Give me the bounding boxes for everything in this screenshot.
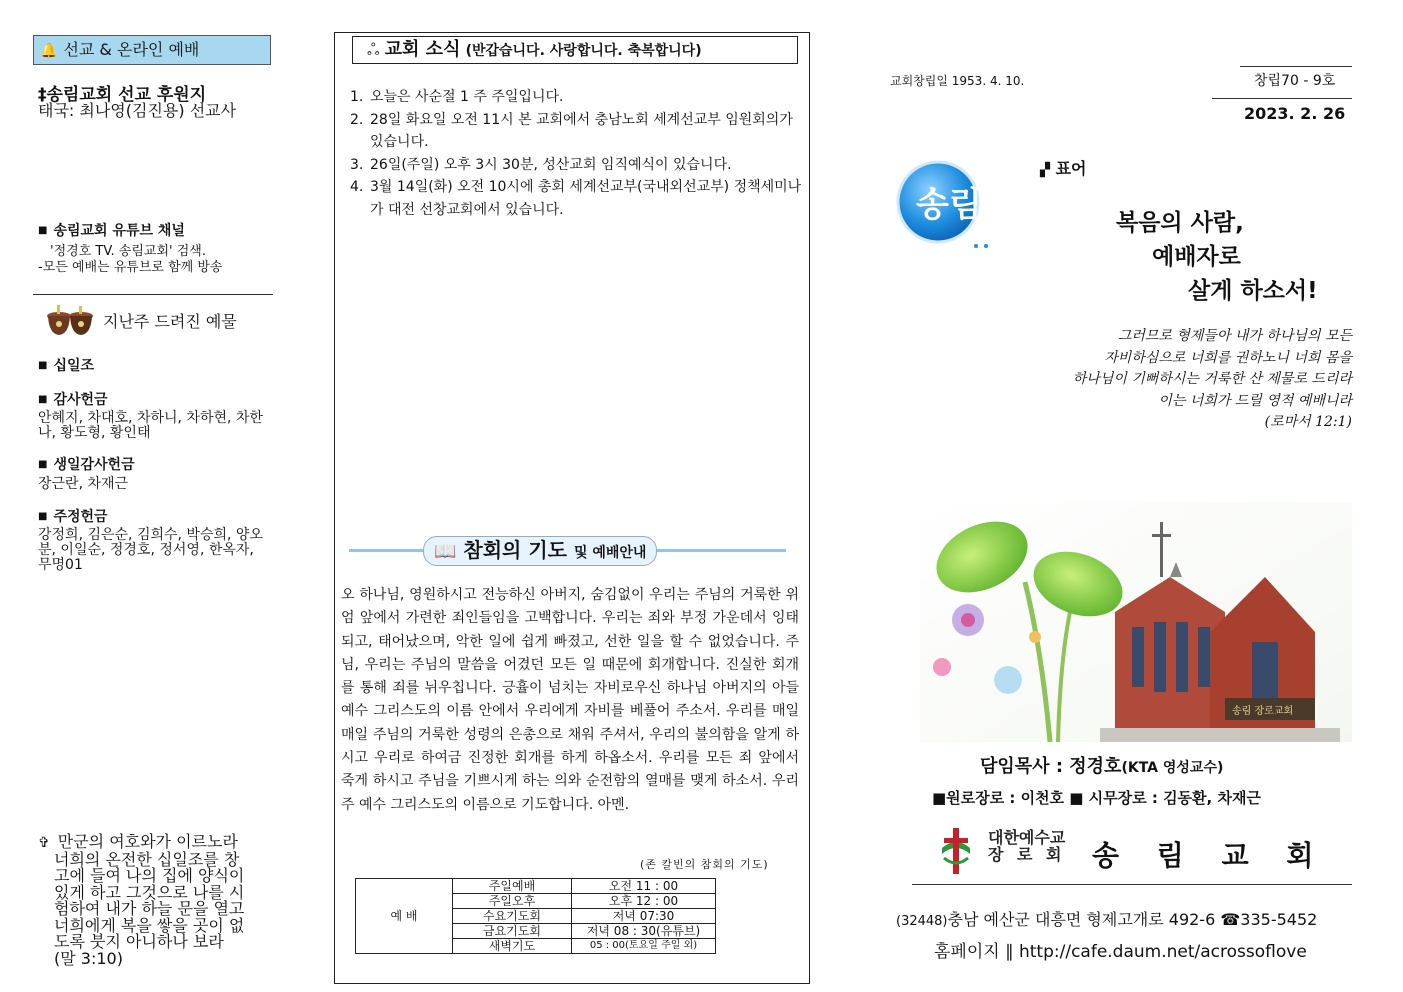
news-number: 1. <box>350 89 364 105</box>
cross-icon: ✞ <box>38 835 50 851</box>
news-list <box>350 86 808 221</box>
prayer-subtitle: 및 예배안내 <box>573 545 647 561</box>
divider <box>1240 66 1352 67</box>
verse-line: 너희의 온전한 십일조를 창 <box>54 849 240 869</box>
offering-section-weekly <box>38 506 268 573</box>
motto-label-text: 표어 <box>1055 159 1087 178</box>
pastor-note: (KTA 영성교수) <box>1121 760 1224 776</box>
motto-bullet-icon: ▞ <box>1040 163 1050 178</box>
motto-line: 복음의 사람, <box>1116 210 1244 236</box>
verse-line: 도록 붓지 아니하나 보라 <box>54 932 224 951</box>
verse-line: 자비하심으로 너희를 권하노니 너희 몸을 <box>1104 349 1352 366</box>
offering-names: 장근란, 차재근 <box>38 476 129 492</box>
service-name: 주일예배 <box>453 879 572 894</box>
prayer-header <box>423 536 657 566</box>
church-photo <box>920 502 1352 742</box>
verse-line: 험하여 내가 하늘 문을 열고 <box>54 899 245 918</box>
verse-text: 만군의 여호와가 이르노라 <box>57 832 238 851</box>
offering-type <box>38 389 268 409</box>
square-bullet-icon: ■ <box>38 360 48 371</box>
service-name: 주일오후 <box>453 894 572 909</box>
verse-line: 이는 너희가 드릴 영적 예배니라 <box>1158 392 1352 409</box>
divider <box>33 294 273 295</box>
founded-date: 교회창립일 1953. 4. 10. <box>890 74 1025 88</box>
church-name: 송 림 교 회 <box>1092 839 1328 872</box>
mission-header-label: 선교 & 온라인 예배 <box>63 40 200 59</box>
church-logo <box>896 158 1001 250</box>
verse-reference: (말 3:10) <box>54 948 123 968</box>
postal-code: (32448) <box>896 914 948 929</box>
denomination-line: 대한예수교 <box>988 828 1066 847</box>
offering-type <box>38 355 94 375</box>
divider <box>1212 98 1352 99</box>
verse-line <box>38 834 278 852</box>
news-title: 교회 소식 <box>384 39 461 60</box>
square-bullet-icon: ■ <box>38 459 48 470</box>
service-time: 오전 11 : 00 <box>572 879 716 894</box>
news-text: 3월 14일(화) 오전 10시에 총회 세계선교부(국내외선교부) 정책세미나가 대전 선창교회에서 있습니다. <box>370 179 802 218</box>
offering-type-label: 주정헌금 <box>53 509 108 525</box>
offering-section-thanks <box>38 389 268 441</box>
address-text: 충남 예산군 대흥면 형제고개로 492-6 ☎335-5452 <box>947 910 1318 929</box>
worship-label: 예 배 <box>356 879 453 954</box>
youtube-search-hint: '정경호 TV. 송림교회' 검색. <box>50 244 206 259</box>
youtube-title-label: 송림교회 유튜브 채널 <box>53 223 185 239</box>
verse-line: 있게 하고 그것으로 나를 시 <box>54 882 245 902</box>
bulletin-date: 2023. 2. 26 <box>1244 104 1346 123</box>
issue-number: 창립70 - 9호 <box>1254 73 1336 89</box>
homepage-link[interactable]: 홈페이지 ∥ http://cafe.daum.net/acrossoflove <box>934 942 1307 962</box>
service-time: 05 : 00(토요일 주일 외) <box>572 939 716 954</box>
malachi-verse <box>38 834 278 967</box>
motto-line: 예배자로 <box>1152 244 1241 270</box>
news-subtitle: (반갑습니다. 사랑합니다. 축복합니다) <box>465 43 702 59</box>
offering-section-tithe <box>38 355 94 375</box>
youtube-broadcast-note: -모든 예배는 유튜브로 함께 방송 <box>38 260 223 275</box>
scroll-ornament-icon: ஃ <box>367 40 380 59</box>
church-address <box>896 907 1317 930</box>
offering-names: 안혜지, 차대호, 차하니, 차하현, 차한나, 황도형, 황인태 <box>38 410 263 441</box>
offering-section-birthday <box>38 454 268 492</box>
offering-title: 지난주 드려진 예물 <box>103 312 237 331</box>
square-bullet-icon: ■ <box>38 511 48 522</box>
verse-reference: (로마서 12:1) <box>1264 414 1352 430</box>
news-text: 오늘은 사순절 1 주 주일입니다. <box>370 89 564 105</box>
offering-type <box>38 506 268 526</box>
verse-line: 하나님이 기뻐하시는 거룩한 산 제물로 드리라 <box>1072 371 1352 387</box>
elders: ■원로장로 : 이천호 ■ 시무장로 : 김동환, 차재근 <box>932 789 1261 807</box>
service-name: 새벽기도 <box>453 939 572 954</box>
divider <box>912 884 1352 885</box>
sponsor-title: ‡송림교회 선교 후원지 <box>38 85 207 105</box>
square-bullet-icon: ■ <box>38 225 48 236</box>
worship-schedule-table <box>355 878 716 954</box>
mission-online-header <box>33 35 271 65</box>
square-bullet-icon: ■ <box>38 394 48 405</box>
news-item <box>350 154 808 177</box>
service-time: 저녁 07:30 <box>572 909 716 924</box>
news-item <box>350 176 808 221</box>
news-header <box>352 36 798 64</box>
bell-icon: 🔔 <box>40 43 58 59</box>
pastor-label: 담임목사 : 정경호 <box>980 756 1122 777</box>
offering-names: 강정희, 김은순, 김희수, 박승희, 양오분, 이일순, 정경호, 정서영, 한옥자, 무명01 <box>38 527 263 573</box>
church-sign: 송림 장로교회 <box>1232 706 1294 717</box>
offering-pots-icon <box>45 302 95 338</box>
sponsor-missionary: 태국: 최나영(김진용) 선교사 <box>38 101 237 120</box>
service-name: 금요기도회 <box>453 924 572 939</box>
denomination-cross-icon <box>940 828 972 874</box>
table-row <box>356 879 716 894</box>
motto-line: 살게 하소서! <box>1188 278 1318 304</box>
logo-text: 송림 <box>916 185 982 225</box>
news-item <box>350 86 808 109</box>
news-text: 26일(주일) 오후 3시 30분, 성산교회 임직예식이 있습니다. <box>370 156 732 173</box>
verse-line: 고에 들여 나의 집에 양식이 <box>54 866 245 885</box>
youtube-title <box>38 220 185 240</box>
confession-prayer: 오 하나님, 영원하시고 전능하신 아버지, 숨김없이 우리는 주님의 거룩한 위엄 앞에서 가련한 죄인들임을 고백합니다. 우리는 죄와 부정 가운데서 잉태되고, 태어났으며, 악한 일에 쉽게 빠졌고, 선한 일을 할 수 없었습니다. 주님, 우리는 주님의 말씀을 어겼던 모든 일 때문에 회개합니다. 진실한 회개를 통해 죄를 뉘우칩니다. 긍휼이 넘치는 자비로우신 하나님 아버지의 아들 예수 그리스도의 이름 안에서 우리에게 자비를 베풀어 주소서. 우리를 매일매일 주님의 거룩한 성령의 은총으로 채워 주셔서, 우리의 불의함을 알게 하시고 우리로 하여금 진정한 회개를 하게 하옵소서. 우리를 모든 죄 앞에서 죽게 하시고 주님을 기쁘시게 하는 의와 순전함의 열매를 맺게 하소서. 우리 주 예수 그리스도의 이름으로 기도합니다. 아멘. <box>341 587 799 813</box>
news-item <box>350 109 808 154</box>
news-number: 2. <box>350 111 364 128</box>
news-text: 28일 화요일 오전 11시 본 교회에서 충남노회 세계선교부 임원회의가 있습니다. <box>370 111 793 150</box>
offering-type-label: 생일감사헌금 <box>53 457 135 473</box>
prayer-source: (존 칼빈의 참회의 기도) <box>640 858 769 871</box>
verse-line: 그러므로 형제들아 내가 하나님의 모든 <box>1117 328 1352 344</box>
denomination-line: 장 로 회 <box>988 845 1066 864</box>
service-time: 오후 12 : 00 <box>572 894 716 909</box>
offering-type <box>38 454 268 474</box>
prayer-title: 참회의 기도 <box>463 538 567 562</box>
service-time: 저녁 08 : 30(유튜브) <box>572 924 716 939</box>
service-name: 수요기도회 <box>453 909 572 924</box>
denomination-name <box>988 829 1066 863</box>
offering-type-label: 감사헌금 <box>53 392 108 408</box>
news-number: 3. <box>350 156 364 173</box>
news-number: 4. <box>350 179 364 195</box>
motto-label <box>1040 156 1087 179</box>
verse-line: 너희에게 복을 쌓을 곳이 없 <box>54 915 245 935</box>
offering-type-label: 십일조 <box>53 358 95 374</box>
romans-verse <box>1030 326 1352 434</box>
book-icon: 📖 <box>434 541 457 562</box>
senior-pastor <box>980 752 1223 778</box>
